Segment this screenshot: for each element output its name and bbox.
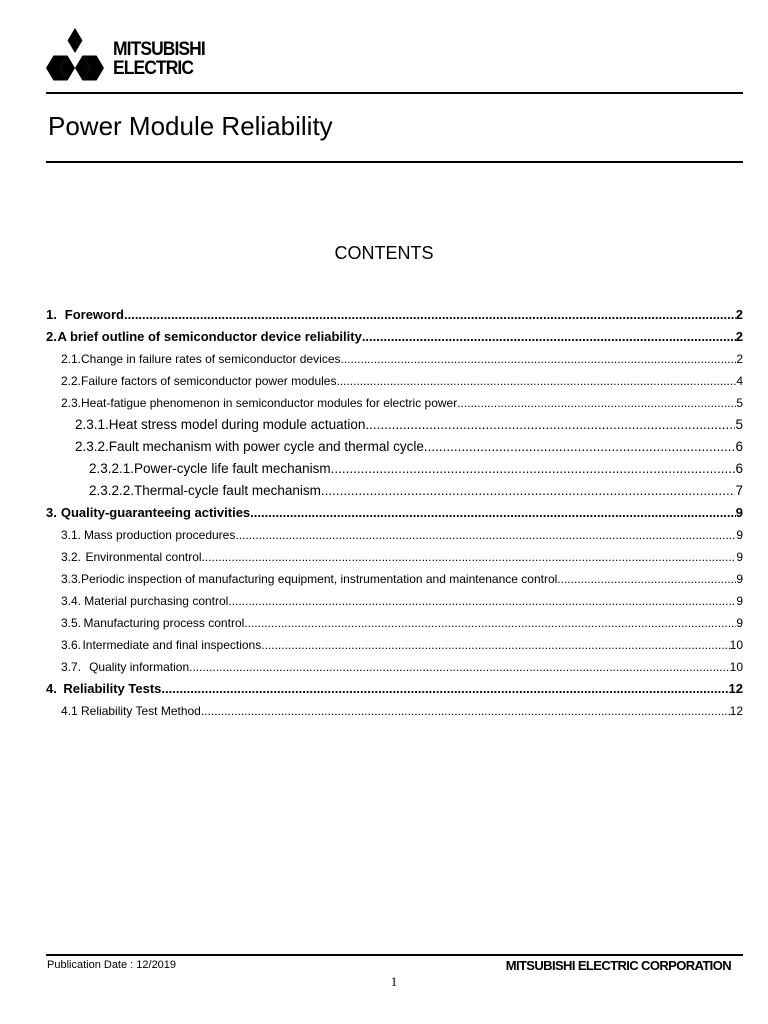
dot-leader xyxy=(201,700,730,722)
toc-page: 12 xyxy=(728,681,743,696)
toc-page: 9 xyxy=(736,616,743,630)
toc-entry-2-3-1[interactable] xyxy=(46,414,743,436)
toc-title: Material purchasing control xyxy=(84,594,229,608)
toc-number: 2.3.2.2. xyxy=(89,483,135,498)
dot-leader xyxy=(250,502,736,524)
dot-leader xyxy=(457,392,736,414)
dot-leader xyxy=(244,612,736,634)
toc-number: 3.3. xyxy=(61,572,82,586)
toc-entry-3-3[interactable] xyxy=(46,568,743,590)
toc-number: 1. xyxy=(46,307,57,322)
toc-page: 12 xyxy=(729,704,743,718)
toc-number: 3.7. xyxy=(61,660,82,674)
company-logo xyxy=(46,28,246,82)
toc-title: Fault mechanism with power cycle and thermal cycle xyxy=(108,439,424,454)
toc-page: 10 xyxy=(729,660,743,674)
dot-leader xyxy=(124,304,736,326)
toc-number: 2.2. xyxy=(61,374,82,388)
toc-page: 2 xyxy=(735,307,743,322)
toc-page: 5 xyxy=(735,417,743,432)
toc-title: Power-cycle life fault mechanism xyxy=(134,461,331,476)
publication-date: Publication Date : 12/2019 xyxy=(47,959,177,971)
toc-number: 3.2. xyxy=(61,550,82,564)
toc-page: 9 xyxy=(736,572,743,586)
contents-heading: CONTENTS xyxy=(334,243,434,263)
dot-leader xyxy=(336,370,736,392)
toc-title: Thermal-cycle fault mechanism xyxy=(134,483,321,498)
three-diamonds-logo-icon xyxy=(46,28,108,82)
toc-page: 2 xyxy=(736,352,743,366)
toc-entry-2[interactable] xyxy=(46,326,743,348)
toc-number: 3.1. xyxy=(61,528,82,542)
toc-title: 4.1 Reliability Test Method xyxy=(61,704,201,718)
toc-title: Heat stress model during module actuation xyxy=(108,417,366,432)
dot-leader xyxy=(365,414,735,436)
table-of-contents xyxy=(46,304,743,722)
toc-entry-4[interactable] xyxy=(46,678,743,700)
toc-title: Reliability Tests xyxy=(63,681,162,696)
toc-title: Change in failure rates of semiconductor devices xyxy=(81,352,341,366)
toc-page: 9 xyxy=(736,594,743,608)
footer-corporation: MITSUBISHI ELECTRIC CORPORATION xyxy=(505,958,731,973)
toc-title: Manufacturing process control xyxy=(83,616,245,630)
dot-leader xyxy=(331,458,736,480)
toc-number: 3. xyxy=(46,505,57,520)
dot-leader xyxy=(228,590,736,612)
dot-leader xyxy=(161,678,728,700)
toc-page: 6 xyxy=(735,439,743,454)
footer-rule xyxy=(46,954,743,956)
toc-entry-3-1[interactable] xyxy=(46,524,743,546)
dot-leader xyxy=(202,546,737,568)
header-rule xyxy=(46,92,743,94)
title-rule xyxy=(46,161,743,163)
toc-page: 4 xyxy=(736,374,743,388)
toc-number: 2. xyxy=(46,329,57,344)
toc-title: Quality information xyxy=(85,660,190,674)
dot-leader xyxy=(424,436,736,458)
toc-number: 2.3. xyxy=(61,396,82,410)
toc-entry-3-4[interactable] xyxy=(46,590,743,612)
dot-leader xyxy=(321,480,736,502)
toc-entry-2-3[interactable] xyxy=(46,392,743,414)
toc-page: 10 xyxy=(729,638,743,652)
toc-number: 3.6. xyxy=(61,638,82,652)
toc-entry-2-3-2-1[interactable] xyxy=(46,458,743,480)
toc-page: 7 xyxy=(735,483,743,498)
page-number: 1 xyxy=(390,974,398,989)
toc-number: 2.1. xyxy=(61,352,82,366)
dot-leader xyxy=(235,524,736,546)
toc-entry-3-2[interactable] xyxy=(46,546,743,568)
toc-page: 5 xyxy=(736,396,743,410)
toc-entry-2-2[interactable] xyxy=(46,370,743,392)
toc-title: A brief outline of semiconductor device reliability xyxy=(57,329,362,344)
toc-number: 3.5. xyxy=(61,616,82,630)
toc-entry-3-7[interactable] xyxy=(46,656,743,678)
toc-page: 6 xyxy=(735,461,743,476)
toc-number: 2.3.2. xyxy=(75,439,109,454)
toc-page: 2 xyxy=(735,329,743,344)
dot-leader xyxy=(189,656,730,678)
toc-page: 9 xyxy=(736,550,743,564)
dot-leader xyxy=(261,634,729,656)
toc-title: Intermediate and final inspections xyxy=(82,638,262,652)
toc-title: Environmental control xyxy=(85,550,202,564)
toc-title: Foreword xyxy=(64,307,124,322)
toc-title: Periodic inspection of manufacturing equipment, instrumentation and maintenance control xyxy=(81,572,558,586)
toc-number: 2.3.1. xyxy=(75,417,109,432)
logo-wordmark: MITSUBISHI ELECTRIC xyxy=(113,39,205,79)
toc-title: Heat-fatigue phenomenon in semiconductor modules for electric power xyxy=(81,396,458,410)
toc-entry-3[interactable] xyxy=(46,502,743,524)
toc-entry-2-3-2-2[interactable] xyxy=(46,480,743,502)
toc-number: 3.4. xyxy=(61,594,82,608)
toc-page: 9 xyxy=(736,528,743,542)
toc-title: Quality-guaranteeing activities xyxy=(60,505,251,520)
toc-entry-2-3-2[interactable] xyxy=(46,436,743,458)
toc-number: 4. xyxy=(46,681,57,696)
toc-number: 2.3.2.1. xyxy=(89,461,135,476)
toc-entry-3-6[interactable] xyxy=(46,634,743,656)
toc-title: Mass production procedures xyxy=(83,528,236,542)
dot-leader xyxy=(362,326,736,348)
document-title: Power Module Reliability xyxy=(48,111,333,141)
toc-entry-3-5[interactable] xyxy=(46,612,743,634)
toc-entry-4-1[interactable] xyxy=(46,700,743,722)
toc-entry-2-1[interactable] xyxy=(46,348,743,370)
dot-leader xyxy=(341,348,737,370)
toc-title: Failure factors of semiconductor power modules xyxy=(81,374,337,388)
toc-entry-1[interactable] xyxy=(46,304,743,326)
dot-leader xyxy=(557,568,736,590)
toc-page: 9 xyxy=(735,505,743,520)
